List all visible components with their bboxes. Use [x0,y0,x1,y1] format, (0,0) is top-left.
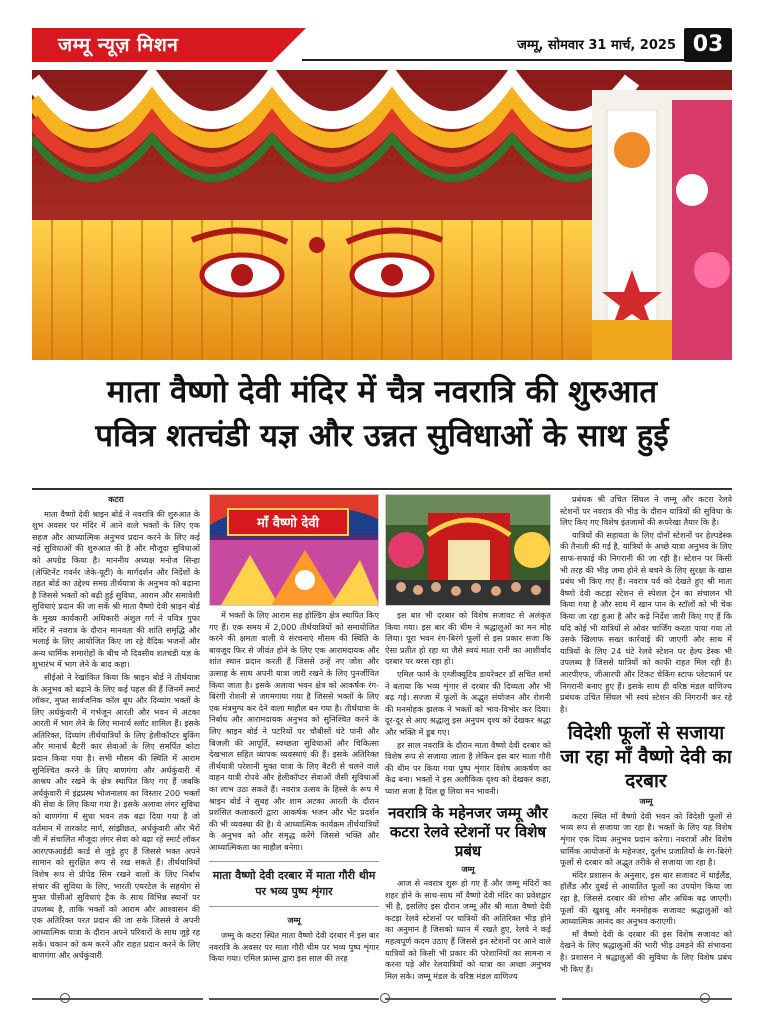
paragraph: यात्रियों की सहायता के लिए दोनों स्टेशनों पर हेल्पडेस्क की तैनाती की गई है, यात्रियों के अच्छे यात्रा अनुभव के लिए साफ-सफाई की निगरानी की जा रही है। स्टेशन पर किसी भी तरह की भीड़ जमा होने से बचने के लिए सुरक्षा के खास प्रबंध भी किए गए हैं। नवरात्र पर्व को देखते हुए श्री माता वैष्णो देवी कटड़ा स्टेशन से स्पेशल ट्रेन का संचालन भी किया गया है और साथ में खान पान के स्टॉलों को भी चेक किया जा रहा हुआ है और कड़े निर्देश जारी किए गए हैं कि यदि कोई भी यात्रियों से ओवर चार्जिंग करता पाया गया तो उसके खिलाफ सख्त कार्रवाई की जाएगी और साथ में यात्रियों के लिए 24 घंटे रेलवे स्टेशन पर हेल्प डेस्क भी उपलब्ध है जिससे यात्रियों को काफी राहत मिल रही है। आरपीएफ, जीआरपी और टिकट चेकिंग स्टाफ प्लेटफार्म पर निगरानी बनाए हुए हैं। इसके साथ ही वरिष्ठ मंडल वाणिज्य प्रबंधक उचित सिंघल भी स्वयं स्टेशन की निगरानी कर रहे है। [560,529,732,714]
registration-mark-icon [60,993,70,1003]
article-column-4 [560,494,732,976]
paragraph: माँ वैष्णो देवी के दरबार की इस विशेष सजावट को देखने के लिए श्रद्धालुओं की भारी भीड़ उमड़ने की संभावना है। प्रशासन ने श्रद्धालुओं की सुविधा के लिए विशेष प्रबंध भी किए हैं। [560,928,732,974]
paragraph: प्रबंधक श्री उचित सिंघल ने जम्मू और कटरा रेलवे स्टेशनों पर नवरात्र की भीड़ के दौरान यात्रियों की सुविधा के लिए किए गए विशेष इंतजामों की रूपरेखा तैयार कि है। [560,494,732,528]
hero-photo [32,70,732,360]
paragraph: हर साल नवरात्रि के दौरान माता वैष्णो देवी दरबार को विशेष रूप से सजाया जाता है लेकिन इस बार माता गौरी की थीम पर किया गया पुष्प शृंगार विशेष आकर्षण का केंद्र बना। भक्तों ने इस अलौकिक दृश्य को देखकर कहा, प्यारा सजा है दिल छू लिया मन भावनी। [385,739,551,796]
sub-headline: नवरात्रि के महेनजर जम्मू और कटरा रेलवे स्टेशनों पर विशेष प्रबंध [388,803,548,860]
pull-quote: माता वैष्णो देवी दरबार में माता गौरी थीम पर भव्य पुष्प शृंगार [209,861,379,907]
paragraph: जम्मू के कटरा स्थित माता वैष्णो देवी दरबार में इस बार नवरात्रि के अवसर पर माता गौरी थीम पर भव्य पुष्प शृंगार किया गया। एमिल फ्राम्स द्वारा इस साल की तरह [209,930,379,964]
article-photo-1 [209,494,379,606]
page-number: 03 [684,28,732,62]
hero-photo-drawing [32,70,732,360]
masthead [32,28,732,62]
paragraph: कटरा स्थित माँ वैष्णो देवी भवन को विदेशी फूलों से भव्य रूप से सजाया जा रहा है। भक्तों के लिए यह विशेष शृंगार एक दिव्य अनुभव प्रदान करेगा। नवरात्रों और विशेष धार्मिक आयोजनों के महेनजर, दुर्लभ प्रजातियों के रंग-बिरंगे फूलों से दरबार को अद्भुत तरीके से सजाया जा रहा है। [560,810,732,868]
headline-line-2: पवित्र शतचंडी यज्ञ और उन्नत सुविधाओं के साथ हुई [95,418,669,454]
dateline: जम्मू [639,797,653,807]
sub-headline: विदेशी फूलों से सजाया जा रहा माँ वैष्णो देवी का दरबार [560,722,732,793]
dateline: जम्मू [287,916,301,926]
dateline: कटरा [108,495,124,504]
issue-date: जम्मू, सोमवार 31 मार्च, 2025 [517,38,676,53]
paragraph: एमिल फार्म के एग्जीक्यूटिव डायरेक्टर डॉ सचित शर्मा ने बताया कि भव्य शृंगार से दरबार की दिव्यता और भी बढ़ गई। सज्जा में फूलों के अद्भुत संयोजन और रोशनी की मनमोहक झलक ने भक्तों को भाव-विभोर कर दिया। दूर-दूर से आए श्रद्धालु इस अनुपम दृश्य को देखकर श्रद्धा और भक्ति में डूब गए। [385,668,551,737]
brand-logo: जम्मू न्यूज़ मिशन [32,28,272,62]
paragraph: सीईओ ने रेखांकित किया कि श्राइन बोर्ड ने तीर्थयात्रा के अनुभव को बढ़ाने के लिए कई पहल की हैं जिनमें स्मार्ट लॉकर, मुफ्त सार्वजनिक कॉल बूथ और दिव्यांग भक्तों के लिए अर्धकुंवारी में गर्भजून आरती और भवन में अटका आरती में भाग लेने के लिए मानार्थ स्लॉट शामिल हैं। इसके अतिरिक्त, दिव्यांग तीर्थयात्रियों के लिए हेलीकॉप्टर बुकिंग और मानार्थ बैटरी कार सेवाओं के लिए समर्पित कोटा प्रदान किया गया है। सभी मौसम की स्थिति में आराम सुनिश्चित करने के लिए बाणगंगा और अर्धकुंवारी में आश्रय और रखने के क्षेत्र स्थापित किए गए हैं जबकि अर्धकुंवारी में इंद्रप्रस्थ भोजनालय का विस्तार 200 भक्तों की सेवा के लिए किया गया है। इसके अलावा लंगर सुविधा को बाणगंगा में सुधा भवन तक बढ़ा दिया गया है जो वर्तमान में तारकोट मार्ग, सांझीछत, अर्धकुंवारी और भैरों जी में संचालित मौजूदा लंगर सेवा को बढ़ा रहे स्मार्ट लॉकर आरएफआईडी कार्ड से जुड़े हुए हैं जिससे भक्त अपने सामान को सुरक्षित रूप से रख सकते हैं। तीर्थयात्रियों विशेष रूप से प्रीपेड सिम रखने वालों के लिए निर्बाध संचार की सुविधा के लिए, भारती एयरटेल के सहयोग से मुफ्त पीसीओ सुविधाएं ट्रैक के साथ विभिन्न स्थानों पर उपलब्ध है, ताकि भक्तों को आराम और आश्वासन की एक अतिरिक्त परत प्रदान की जा सके जिससे वे अपनी आध्यात्मिक यात्रा के दौरान अपने परिवारों के साथ जुड़े रह सकें। थकान को कम करने और राहत प्रदान करने के लिए बाणगंगा और अर्धकुंवारी [32,671,200,961]
main-headline [32,370,732,458]
dateline: जम्मू [461,864,475,874]
paragraph: आज से नवरात्र शुरू हो गए हैं और जम्मू मंदिरों का शहर होने के साथ-साथ माँ वैष्णो देवी मंदिर का प्रवेशद्वार भी है, इसलिए इस दौरान जम्मू और श्री माता वैष्णो देवी कटड़ा रेलवे स्टेशनों पर यात्रियों की अतिरिक्त भीड़ होने का अनुमान है जिसको ध्यान में रखते हुए, रेलवे ने कई महत्वपूर्ण कदम उठाए हैं जिससे इन स्टेशनों पर आने वाले यात्रियों को किसी भी प्रकार की परेशानियों का सामना न करना पड़े और रेलयात्रियों को यात्रा का अच्छा अनुभव मिल सके। जम्मू मंडल के वरिष्ठ मंडल वाणिज्य [385,878,551,981]
registration-mark-icon [380,993,390,1003]
article-column-1 [32,494,200,963]
article-column-3 [385,610,551,983]
paragraph: मंदिर प्रशासन के अनुसार, इस बार सजावट में थाईलैंड, हॉलैंड और दुबई से आयातित फूलों का उपयोग किया जा रहा है, जिससे दरबार की शोभा और अधिक बढ़ जाएगी। फूलों की खुशबू और मनमोहक सजावट श्रद्धालुओं को आध्यात्मिक आनंद का अनुभव कराएगी। [560,869,732,927]
article-photo-2 [385,494,551,606]
header-rule [302,59,702,61]
article-column-2 [209,610,379,966]
paragraph: इस बार भी दरबार को विशेष सजावट से अलंकृत किया गया। इस बार की थीम ने श्रद्धालुओं का मन मोह लिया। पूरा भवन रंग-बिरंगे फूलों से इस प्रकार सजा कि ऐसा प्रतीत हो रहा था जैसे स्वयं माता रानी का आशीर्वाद दरबार पर बरस रहा हो। [385,610,551,667]
paragraph: माता वैष्णो देवी श्राइन बोर्ड ने नवरात्रि की शुरुआत के शुभ अवसर पर मंदिर में आने वाले भक्तों के लिए एक सहज और आध्यात्मिक अनुभव प्रदान करने के लिए कई नई सुविधाओं की शुरुआत की है और मौजूदा सुविधाओं को अपग्रेड किया है। माननीय अध्यक्ष मनोज सिन्हा (लेफ्टिनेंट गवर्नर जेके-यूटी) के मार्गदर्शन और निर्देशों के तहत बोर्ड का उद्देश्य समग्र तीर्थयात्रा के अनुभव को बढ़ाना है जिससे भक्तों को बढ़ी हुई सुविधा, आराम और समावेशी सुविधाएं प्रदान की जा सकें श्री माता वैष्णो देवी श्राइन बोर्ड के मुख्य कार्यकारी अधिकारी अंशुल गर्ग ने पवित्र गुफा मंदिर में नवरात्र के दौरान मानवता की शांति समृद्धि और भलाई के लिए आयोजित किए जा रहे वैदिक भजनों और अन्य धार्मिक समारोहों के बीच नौ दिवसीय शतचंडी यज्ञ के शुभारंभ में भाग लेने के बाद कहा। [32,508,200,670]
registration-mark-icon [700,993,710,1003]
headline-line-1: माता वैष्णो देवी मंदिर में चैत्र नवरात्रि की शुरुआत [106,374,658,410]
photo-2-drawing [386,495,551,606]
photo-1-sign: माँ वैष्णो देवी [257,516,319,531]
photo-1-drawing [210,495,379,606]
headline-rule [32,488,732,490]
paragraph: में भक्तों के लिए आराम सह होल्डिंग क्षेत्र स्थापित किए गए हैं। एक समय में 2,000 तीर्थयात्रियों को समायोजित करने की क्षमता वाली ये संरचनाएं मौसम की स्थिति के बावजूद फिर से जीवंत होने के लिए एक आरामदायक और शांत स्थान प्रदान करती हैं जिससे उन्हें नए जोश और उत्साह के साथ अपनी यात्रा जारी रखने के लिए पुनर्जीवित किया जाता है। इसके अलावा भवन क्षेत्र को आकर्षक रंग-बिरंगी रोशनी से जगमगाया गया है जिससे भक्तों के लिए एक मंत्रमुग्ध कर देने वाला माहौल बन गया है। तीर्थयात्रा के निर्बाध और आरामदायक अनुभव को सुनिश्चित करने के लिए श्राइन बोर्ड ने पटरियों पर चौबीसों घंटे पानी और बिजली की आपूर्ति, स्वच्छता सुविधाओं और चिकित्सा देखभाल सहित व्यापक व्यवस्थाएं की हैं। इसके अतिरिक्त तीर्थयात्री परेशानी मुक्त यात्रा के लिए बैटरी से चलने वाले वाहन यात्री रोपवे और हेलीकॉप्टर सेवाओं जैसी सुविधाओं का लाभ उठा सकते हैं। नवरात्र उत्सव के हिस्से के रूप में श्राइन बोर्ड ने सुबह और शाम अटका आरती के दौरान प्रशंसित कलाकारों द्वारा आकर्षक भजन और भेंट प्रदर्शन की भी व्यवस्था की है। ये आध्यात्मिक कार्यक्रम तीर्थयात्रियों के अनुभव को और समृद्ध करेंगे जिससे भक्ति और आध्यात्मिकता का माहौल बनेगा। [209,610,379,852]
